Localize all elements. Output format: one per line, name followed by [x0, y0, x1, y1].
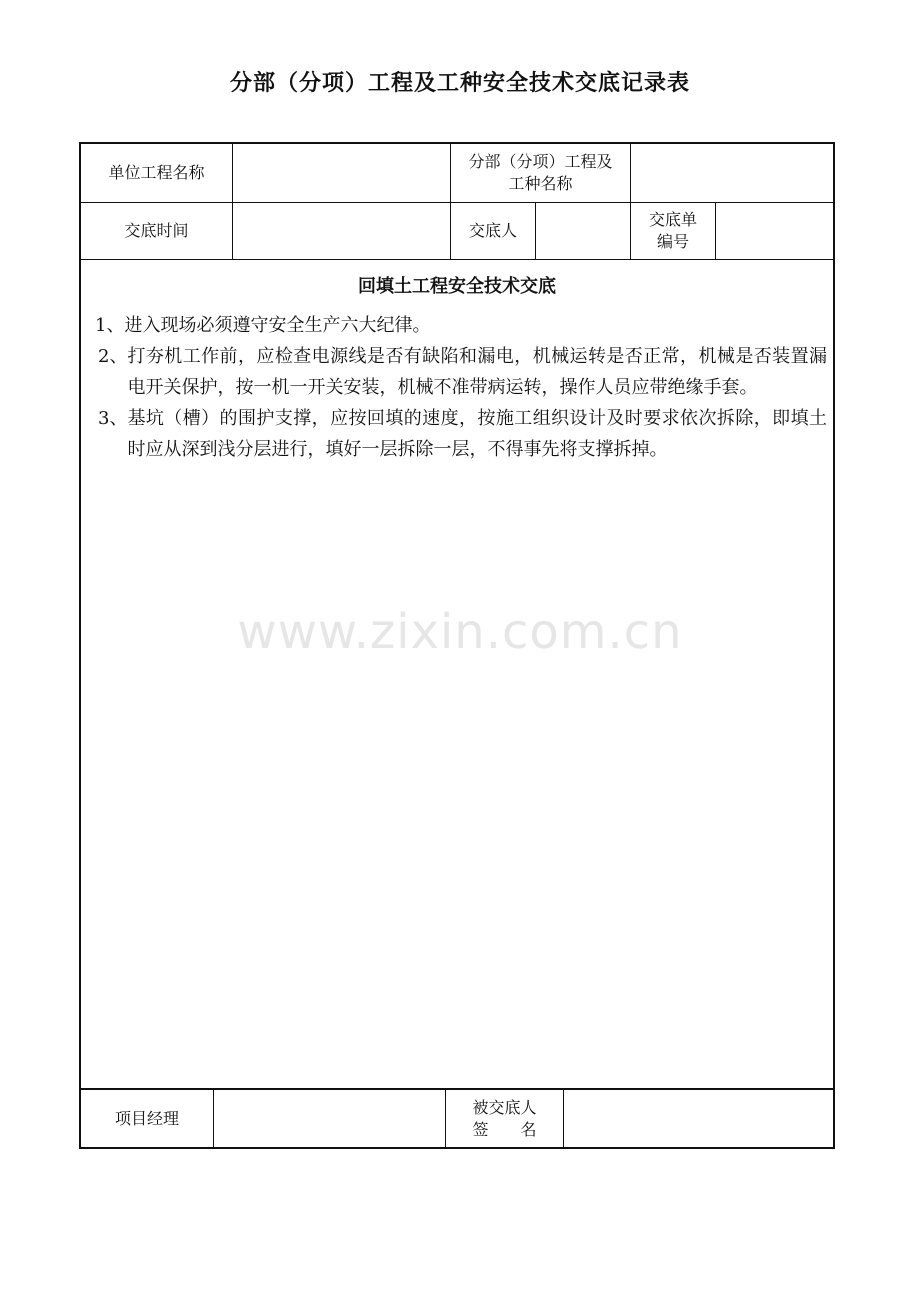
sub-project-value[interactable]: [631, 144, 833, 202]
sub-project-label-line1: 分部（分项）工程及: [468, 152, 613, 171]
briefing-no-value[interactable]: [716, 203, 833, 259]
recipient-label-line2: 签 名: [472, 1119, 537, 1139]
briefing-no-label-line2: 编号: [656, 232, 689, 251]
row-divider: [81, 259, 833, 260]
briefing-no-label: [631, 203, 715, 259]
briefer-label: 交底人: [468, 221, 517, 240]
recipient-signature-label: [446, 1090, 563, 1147]
unit-project-value[interactable]: [233, 144, 450, 202]
sub-project-label-line2: 工种名称: [508, 174, 573, 193]
project-manager-value[interactable]: [214, 1090, 445, 1147]
recipient-label-line1: 被交底人: [472, 1097, 537, 1117]
list-item: [95, 310, 827, 341]
list-item: [95, 341, 827, 403]
item-number: 2、: [98, 346, 128, 367]
project-manager-label: 项目经理: [114, 1108, 179, 1128]
list-item: [95, 403, 827, 465]
unit-project-label: 单位工程名称: [108, 163, 205, 182]
recipient-signature-value[interactable]: [564, 1090, 833, 1147]
item-text: 基坑（槽）的围护支撑，应按回填的速度，按施工组织设计及时要求依次拆除，即填土时应从深到浅分层进行，填好一层拆除一层，不得事先将支撑拆掉。: [127, 408, 827, 460]
section-title: 回填土工程安全技术交底: [358, 276, 556, 297]
briefing-no-label-line1: 交底单: [648, 210, 697, 229]
item-text: 打夯机工作前，应检查电源线是否有缺陷和漏电，机械运转是否正常，机械是否装置漏电开关保护，按一机一开关安装，机械不准带病运转，操作人员应带绝缘手套。: [127, 346, 827, 398]
item-number: 1、: [95, 315, 125, 336]
item-text: 进入现场必须遵守安全生产六大纪律。: [124, 315, 431, 336]
sub-project-label: [451, 144, 630, 202]
watermark: www.zixin.com.cn: [237, 604, 683, 660]
briefing-items: [95, 310, 827, 465]
document-title: 分部（分项）工程及工种安全技术交底记录表: [229, 70, 690, 96]
briefing-time-value[interactable]: [233, 203, 450, 259]
briefing-time-label: 交底时间: [124, 221, 189, 240]
item-number: 3、: [98, 408, 128, 429]
briefer-value[interactable]: [536, 203, 630, 259]
